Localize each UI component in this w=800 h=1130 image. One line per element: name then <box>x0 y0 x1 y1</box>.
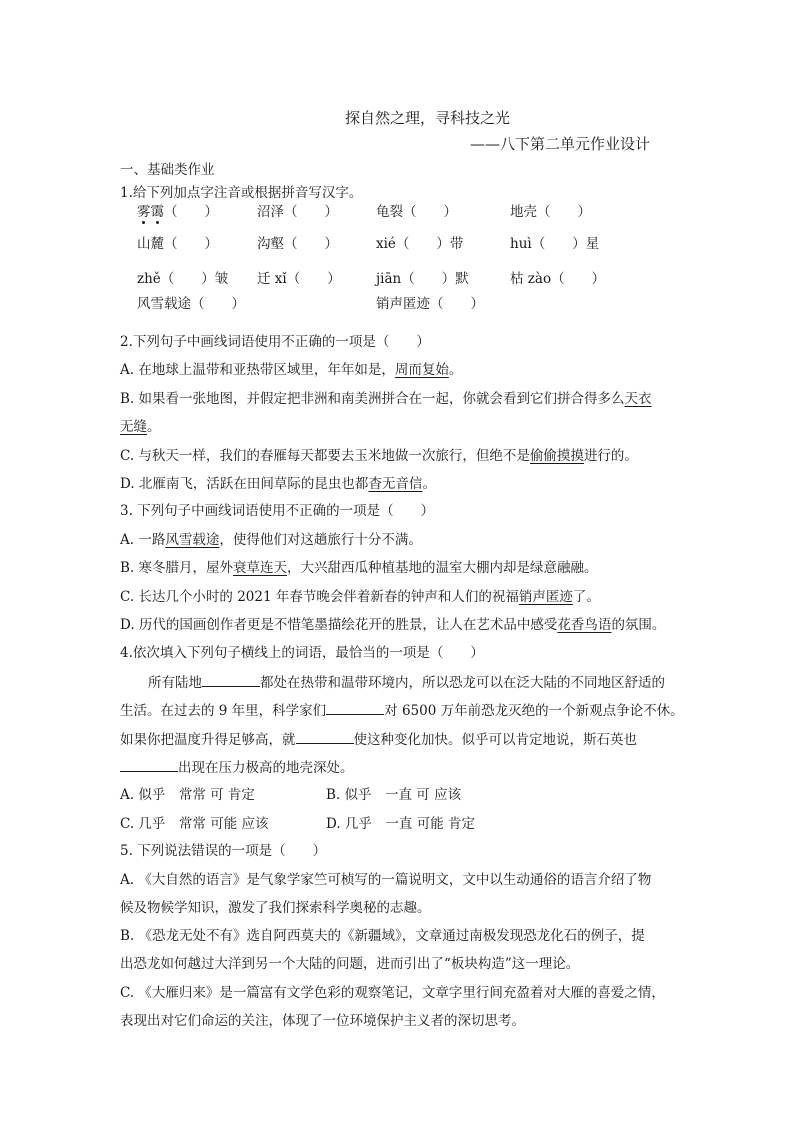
q2-option-b-cont: 无缝。 <box>120 419 161 435</box>
q2-option-a: A. 在地球上温带和亚热带区域里，年年如是，周而复始。 <box>120 362 463 378</box>
q3-option-d: D. 历代的国画创作者更是不惜笔墨描绘花开的胜景，让人在艺术品中感受花香鸟语的氛围。 <box>120 617 666 633</box>
q4-stem: 4.依次填入下列句子横线上的词语，最恰当的一项是（ ） <box>120 645 484 661</box>
q3-option-b: B. 寒冬腊月，屋外衰草连天，大兴甜西瓜种植基地的温室大棚内却是绿意融融。 <box>120 560 598 576</box>
q1-item: 地壳（ ） <box>510 204 591 220</box>
q2-option-b: B. 如果看一张地图，并假定把非洲和南美洲拼合在一起，你就会看到它们拼合得多么天衣 <box>120 391 652 407</box>
fill-blank[interactable] <box>326 700 384 715</box>
q3-option-a: A. 一路风雪载途，使得他们对这趟旅行十分不满。 <box>120 532 422 548</box>
q3-option-c: C. 长达几个小时的 2021 年春节晚会伴着新春的钟声和人们的祝福销声匿迹了。 <box>120 589 600 605</box>
q4-passage-line: 生活。在过去的 9 年里，科学家们 对 6500 万年前恐龙灭绝的一个新观点争论不休。 <box>120 700 684 721</box>
q4-passage-line: 所有陆地 都处在热带和温带环境内，所以恐龙可以在泛大陆的不同地区舒适的 <box>148 672 665 693</box>
q1-item: 龟裂（ ） <box>376 204 457 220</box>
q5-option-a: A. 《大自然的语言》是气象学家竺可桢写的一篇说明文，文中以生动通俗的语言介绍了物 <box>120 872 652 888</box>
q4-passage-line: 出现在压力极高的地壳深处。 <box>120 757 354 778</box>
q1-item: 迁 xǐ（ ） <box>257 271 341 287</box>
q5-option-b: B. 《恐龙无处不有》选自阿西莫夫的《新疆域》，文章通过南极发现恐龙化石的例子，提 <box>120 928 645 944</box>
q1-item: 雾霭（ ） <box>137 204 218 220</box>
fill-blank[interactable] <box>120 757 178 772</box>
q1-item: 风雪载途（ ） <box>137 296 245 312</box>
q2-option-c: C. 与秋天一样，我们的春雁每天都要去玉米地做一次旅行，但绝不是偷偷摸摸进行的。 <box>120 448 638 464</box>
q2-option-d: D. 北雁南飞，活跃在田间草际的昆虫也都杳无音信。 <box>120 476 436 492</box>
q1-item: 枯 zào（ ） <box>510 271 606 287</box>
q2-stem: 2.下列句子中画线词语使用不正确的一项是（ ） <box>120 334 430 350</box>
q4-option-c: C. 几乎 常常 可能 应该 <box>120 816 269 832</box>
q4-option-b: B. 似乎 一直 可 应该 <box>326 787 462 803</box>
q1-stem: 1.给下列加点字注音或根据拼音写汉字。 <box>120 185 363 201</box>
fill-blank[interactable] <box>202 672 260 687</box>
q4-option-a: A. 似乎 常常 可 肯定 <box>120 787 255 803</box>
q1-item: zhě（ ）皱 <box>137 271 229 287</box>
section-heading: 一、基础类作业 <box>120 162 215 178</box>
q5-stem: 5. 下列说法错误的一项是（ ） <box>120 843 327 859</box>
page-subtitle: ——八下第二单元作业设计 <box>470 135 651 153</box>
q1-item: xié（ ）带 <box>376 236 464 252</box>
q5-option-c-cont: 表现出对它们命运的关注，体现了一位环境保护主义者的深切思考。 <box>120 1013 525 1029</box>
q1-item: 沼泽（ ） <box>257 204 338 220</box>
page-title: 探自然之理，寻科技之光 <box>345 109 511 127</box>
q1-item: huì（ ）星 <box>510 236 600 252</box>
q4-option-d: D. 几乎 一直 可能 肯定 <box>326 816 476 832</box>
q1-item: jiān（ ）默 <box>376 271 469 287</box>
q1-item: 沟壑（ ） <box>257 236 338 252</box>
q5-option-c: C. 《大雁归来》是一篇富有文学色彩的观察笔记，文章字里行间充盈着对大雁的喜爱之情， <box>120 985 665 1001</box>
fill-blank[interactable] <box>296 729 354 744</box>
q4-passage-line: 如果你把温度升得足够高，就 使这种变化加快。似乎可以肯定地说，斯石英也 <box>120 729 637 750</box>
q5-option-a-cont: 候及物候学知识，激发了我们探索科学奥秘的志趣。 <box>120 900 431 916</box>
q5-option-b-cont: 出恐龙如何越过大洋到另一个大陆的问题，进而引出了“板块构造”这一理论。 <box>120 956 580 972</box>
q1-item: 山麓（ ） <box>137 236 218 252</box>
q1-item: 销声匿迹（ ） <box>376 296 484 312</box>
q3-stem: 3. 下列句子中画线词语使用不正确的一项是（ ） <box>120 503 435 519</box>
